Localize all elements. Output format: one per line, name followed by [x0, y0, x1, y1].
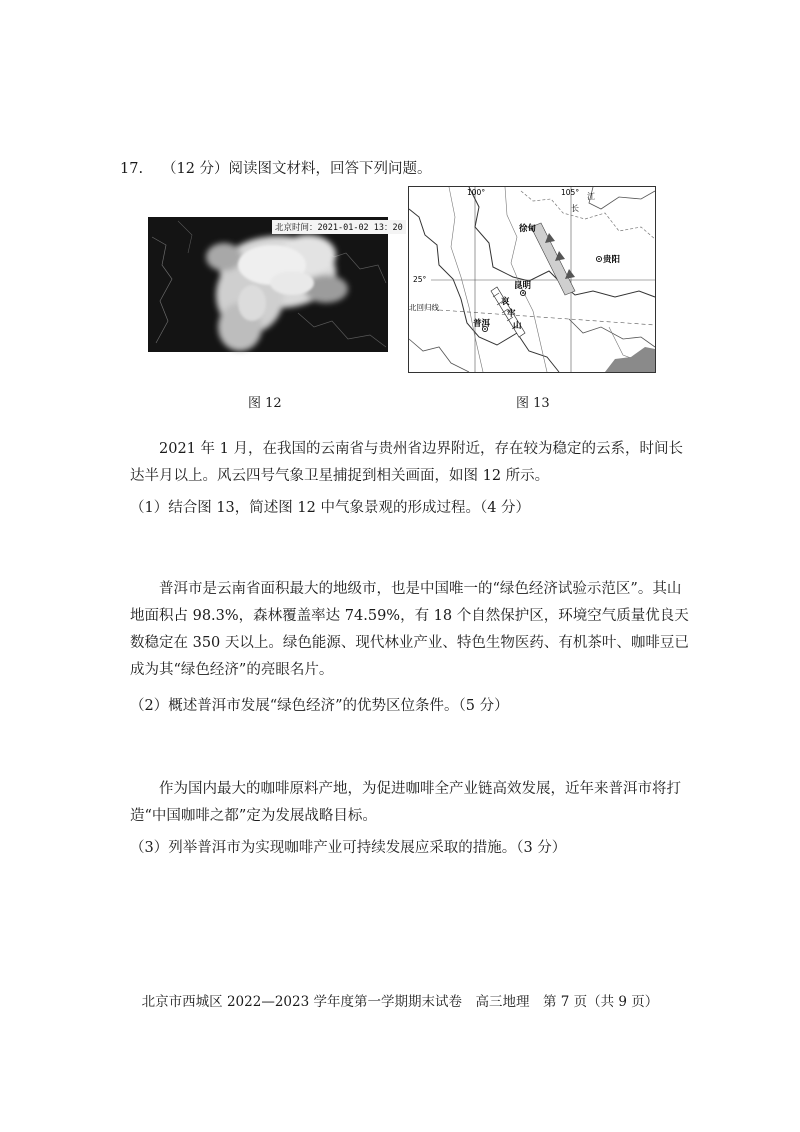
- figure13-caption: 图 13: [516, 396, 550, 411]
- label-puer: 普洱: [473, 319, 491, 329]
- sub-question-3: （3）列举普洱市为实现咖啡产业可持续发展应采取的措施。（3 分）: [130, 840, 567, 856]
- label-mount-ai: 哀: [501, 297, 510, 307]
- satellite-cloud-image: [148, 217, 403, 352]
- label-guiyang: 贵阳: [603, 255, 621, 265]
- satellite-timestamp: 北京时间：2021-01-02 13：20: [272, 220, 406, 234]
- river: [505, 187, 547, 372]
- satellite-cloud-graphic: [148, 217, 388, 352]
- material-paragraph-3: 作为国内最大的咖啡原料产地，为促进咖啡全产业链高效发展，近年来普洱市将打造“中国咖啡之都”定为发展战略目标。: [130, 781, 681, 824]
- label-river-chang: 长: [571, 204, 579, 213]
- stationary-front-band: [531, 223, 575, 295]
- material-paragraph-2: 普洱市是云南省面积最大的地级市，也是中国唯一的“绿色经济试验示范区”。其山地面积占 98.3%，森林覆盖率达 74.59%，有 18 个自然保护区，环境空气质量优良天数稳定在 350 天以上。绿色能源、现代林业产业、特色生物医药、有机茶叶、咖啡豆已成为其“绿色经济”的亮眼名片。: [130, 581, 689, 678]
- figure12-caption: 图 12: [248, 396, 282, 411]
- regional-map-graphic: [409, 187, 655, 372]
- sub-question-1: （1）结合图 13，简述图 12 中气象景观的形成过程。（4 分）: [130, 500, 531, 516]
- page-footer: 北京市西城区 2022—2023 学年度第一学期期末试卷 高三地理 第 7 页（共 9 页）: [141, 994, 659, 1010]
- label-xuanwei: 徐甸: [519, 224, 537, 234]
- label-river-jiang: 江: [587, 192, 595, 201]
- label-kunming: 昆明: [514, 281, 532, 291]
- province-boundary: [409, 339, 469, 372]
- material-paragraph-1: 2021 年 1 月，在我国的云南省与贵州省边界附近，存在较为稳定的云系，时间长达半月以上。风云四号气象卫星捕捉到相关画面，如图 12 所示。: [130, 441, 683, 484]
- sea-area: [605, 347, 655, 372]
- label-mount-lao: 牢: [507, 309, 516, 319]
- question-intro: （12 分）阅读图文材料，回答下列问题。: [162, 161, 432, 177]
- label-lon-100: 100°: [467, 188, 486, 197]
- label-lat-25: 25°: [413, 275, 427, 284]
- question-number: 17.: [120, 161, 144, 177]
- yangtze-river: [589, 187, 655, 209]
- question-header: [120, 157, 432, 178]
- label-mount-shan: 山: [513, 321, 522, 331]
- label-tropic: 北回归线: [409, 303, 439, 312]
- city-marker-kunming: [522, 292, 524, 294]
- label-lon-105: 105°: [561, 188, 580, 197]
- sub-question-2: （2）概述普洱市发展“绿色经济”的优势区位条件。（5 分）: [130, 698, 509, 714]
- regional-map: [408, 186, 656, 373]
- city-marker-guiyang: [598, 258, 600, 260]
